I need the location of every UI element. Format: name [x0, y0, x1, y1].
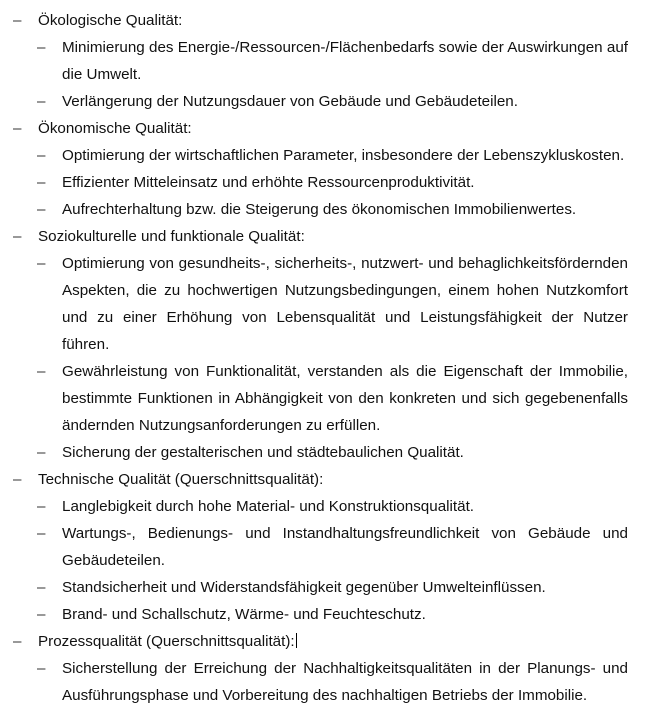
list-item: [0, 196, 628, 223]
dash-bullet-icon: –: [37, 93, 46, 110]
list-item: [0, 34, 628, 88]
section-title: Ökologische Qualität:: [38, 12, 183, 29]
section-title: Prozessqualität (Querschnittsqualität):: [38, 633, 295, 650]
list-item: [0, 250, 628, 358]
dash-bullet-icon: –: [13, 633, 22, 650]
list-item-text: Langlebigkeit durch hohe Material- und Konstruktionsqualität.: [62, 498, 475, 515]
list-item: [0, 655, 628, 709]
section-title: Ökonomische Qualität:: [38, 120, 192, 137]
dash-bullet-icon: –: [13, 471, 22, 488]
list-item-text: Aufrechterhaltung bzw. die Steigerung des ökonomischen Immobilienwertes.: [62, 201, 577, 218]
section-title: Technische Qualität (Querschnittsqualität):: [38, 471, 324, 488]
list-item-text: Standsicherheit und Widerstandsfähigkeit gegenüber Umwelteinflüssen.: [62, 579, 546, 596]
list-item-text: Verlängerung der Nutzungsdauer von Gebäude und Gebäudeteilen.: [62, 93, 518, 110]
list-item: [0, 358, 628, 439]
list-item: [0, 520, 628, 574]
list-item-text: Sicherstellung der Erreichung der Nachhaltigkeitsqualitäten in der Planungs- und Ausführungsphase und Vorbereitung des nachhaltigen Betriebs der Immobilie.: [62, 660, 628, 704]
list-item-text: Optimierung von gesundheits-, sicherheits-, nutzwert- und behaglichkeitsfördernden Aspekten, die zu hochwertigen Nutzungsbedingungen, einem hohen Nutzkomfort und zu einer Erhöhung von Lebensqualität und Leistungsfähigkeit der Nutzer führen.: [62, 255, 628, 353]
section-heading: [0, 223, 628, 250]
list-item-text: Gewährleistung von Funktionalität, verstanden als die Eigenschaft der Immobilie, bestimmte Funktionen in Abhängigkeit von den konkreten und sich gegebenenfalls ändernden Nutzungsanforderungen zu erfüllen.: [62, 363, 628, 434]
dash-bullet-icon: –: [37, 579, 46, 596]
dash-bullet-icon: –: [37, 498, 46, 515]
list-item-text: Wartungs-, Bedienungs- und Instandhaltungsfreundlichkeit von Gebäude und Gebäudeteilen.: [62, 525, 628, 569]
text-cursor: [296, 633, 297, 648]
dash-bullet-icon: –: [37, 606, 46, 623]
dash-bullet-icon: –: [13, 228, 22, 245]
dash-bullet-icon: –: [37, 39, 46, 56]
section-heading: [0, 628, 628, 655]
section-title: Soziokulturelle und funktionale Qualität:: [38, 228, 305, 245]
dash-bullet-icon: –: [13, 120, 22, 137]
list-item-text: Sicherung der gestalterischen und städtebaulichen Qualität.: [62, 444, 464, 461]
dash-bullet-icon: –: [37, 444, 46, 461]
list-item: [0, 88, 628, 115]
list-item-text: Brand- und Schallschutz, Wärme- und Feuchteschutz.: [62, 606, 426, 623]
list-item-text: Minimierung des Energie-/Ressourcen-/Flächenbedarfs sowie der Auswirkungen auf die Umwelt.: [62, 39, 628, 83]
list-item: [0, 439, 628, 466]
list-item: [0, 601, 628, 628]
section-heading: [0, 7, 628, 34]
dash-bullet-icon: –: [37, 201, 46, 218]
list-item: [0, 169, 628, 196]
list-item-text: Optimierung der wirtschaftlichen Parameter, insbesondere der Lebenszykluskosten.: [62, 147, 625, 164]
list-item: [0, 142, 628, 169]
section-heading: [0, 115, 628, 142]
dash-bullet-icon: –: [37, 525, 46, 542]
dash-bullet-icon: –: [37, 363, 46, 380]
dash-bullet-icon: –: [13, 12, 22, 29]
dash-bullet-icon: –: [37, 660, 46, 677]
list-item-text: Effizienter Mitteleinsatz und erhöhte Ressourcenproduktivität.: [62, 174, 475, 191]
dash-bullet-icon: –: [37, 255, 46, 272]
dash-bullet-icon: –: [37, 147, 46, 164]
section-heading: [0, 466, 628, 493]
dash-bullet-icon: –: [37, 174, 46, 191]
document-body: [0, 7, 665, 709]
list-item: [0, 493, 628, 520]
list-item: [0, 574, 628, 601]
